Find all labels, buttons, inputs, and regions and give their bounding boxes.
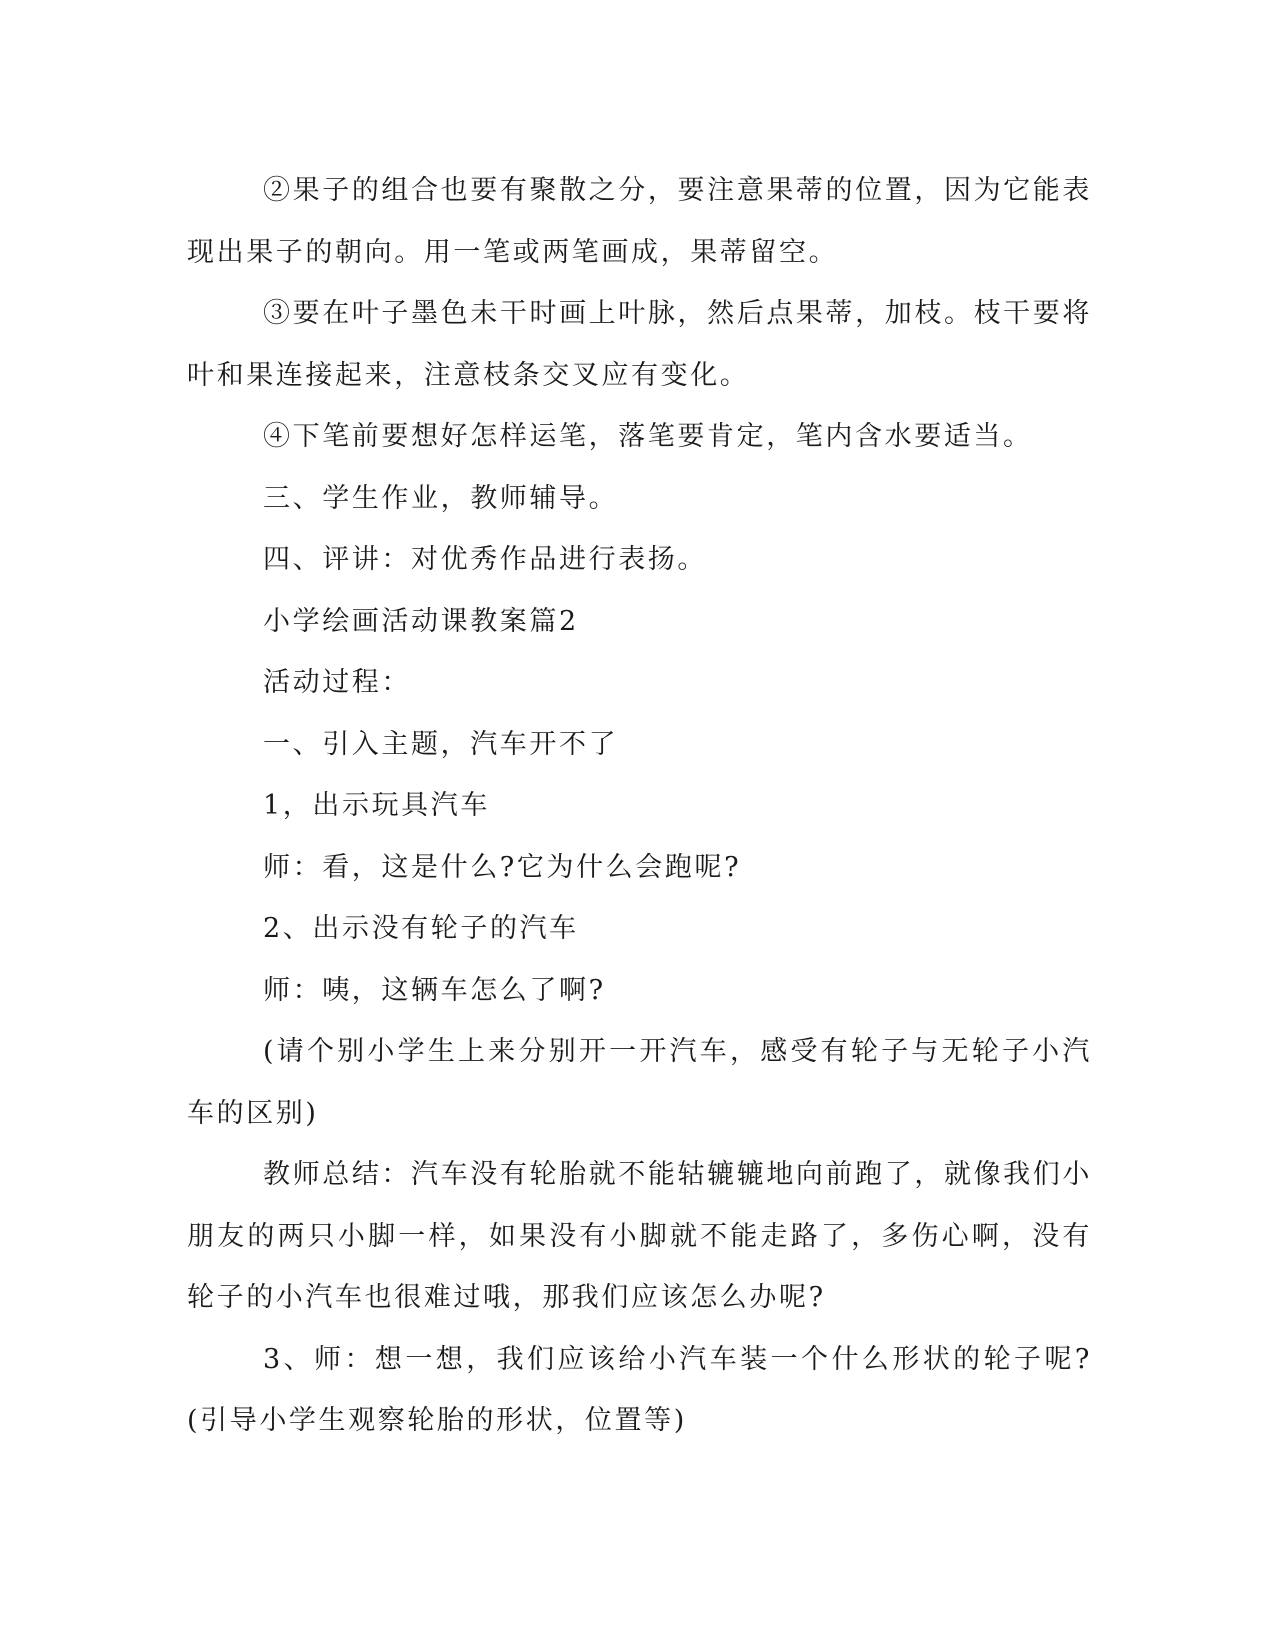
- teacher-question-1: 师：看，这是什么?它为什么会跑呢?: [263, 851, 742, 883]
- student-activity-note: (请个别小学生上来分别开一开汽车，感受有轮子与无轮子小汽车的区别): [187, 1036, 1092, 1129]
- paragraph-fruit-grouping: ②果子的组合也要有聚散之分，要注意果蒂的位置，因为它能表现出果子的朝向。用一笔或两笔画成，果蒂留空。: [187, 175, 1092, 268]
- section-heading-intro: 一、引入主题，汽车开不了: [263, 728, 619, 760]
- teacher-summary: 教师总结：汽车没有轮胎就不能轱辘辘地向前跑了，就像我们小朋友的两只小脚一样，如果没有小脚就不能走路了，多伤心啊，没有轮子的小汽车也很难过哦，那我们应该怎么办呢?: [187, 1159, 1092, 1313]
- paragraph-brush-technique: ④下笔前要想好怎样运笔，落笔要肯定，笔内含水要适当。: [263, 421, 1033, 452]
- activity-process-heading: 活动过程：: [263, 667, 411, 698]
- lesson-plan-title: 小学绘画活动课教案篇2: [263, 605, 579, 637]
- step-show-car-without-wheels: 2、出示没有轮子的汽车: [263, 913, 579, 944]
- section-heading-review: 四、评讲：对优秀作品进行表扬。: [263, 544, 707, 575]
- section-heading-student-work: 三、学生作业，教师辅导。: [263, 482, 619, 514]
- step-show-toy-car: 1，出示玩具汽车: [263, 790, 490, 821]
- teacher-question-2: 师：咦，这辆车怎么了啊?: [263, 974, 606, 1006]
- paragraph-leaf-veins: ③要在叶子墨色未干时画上叶脉，然后点果蒂，加枝。枝干要将叶和果连接起来，注意枝条交叉应有变化。: [187, 298, 1092, 391]
- step-wheel-shape: 3、师：想一想，我们应该给小汽车装一个什么形状的轮子呢?(引导小学生观察轮胎的形状，位置等): [187, 1343, 1092, 1436]
- document-page: [187, 160, 1092, 1452]
